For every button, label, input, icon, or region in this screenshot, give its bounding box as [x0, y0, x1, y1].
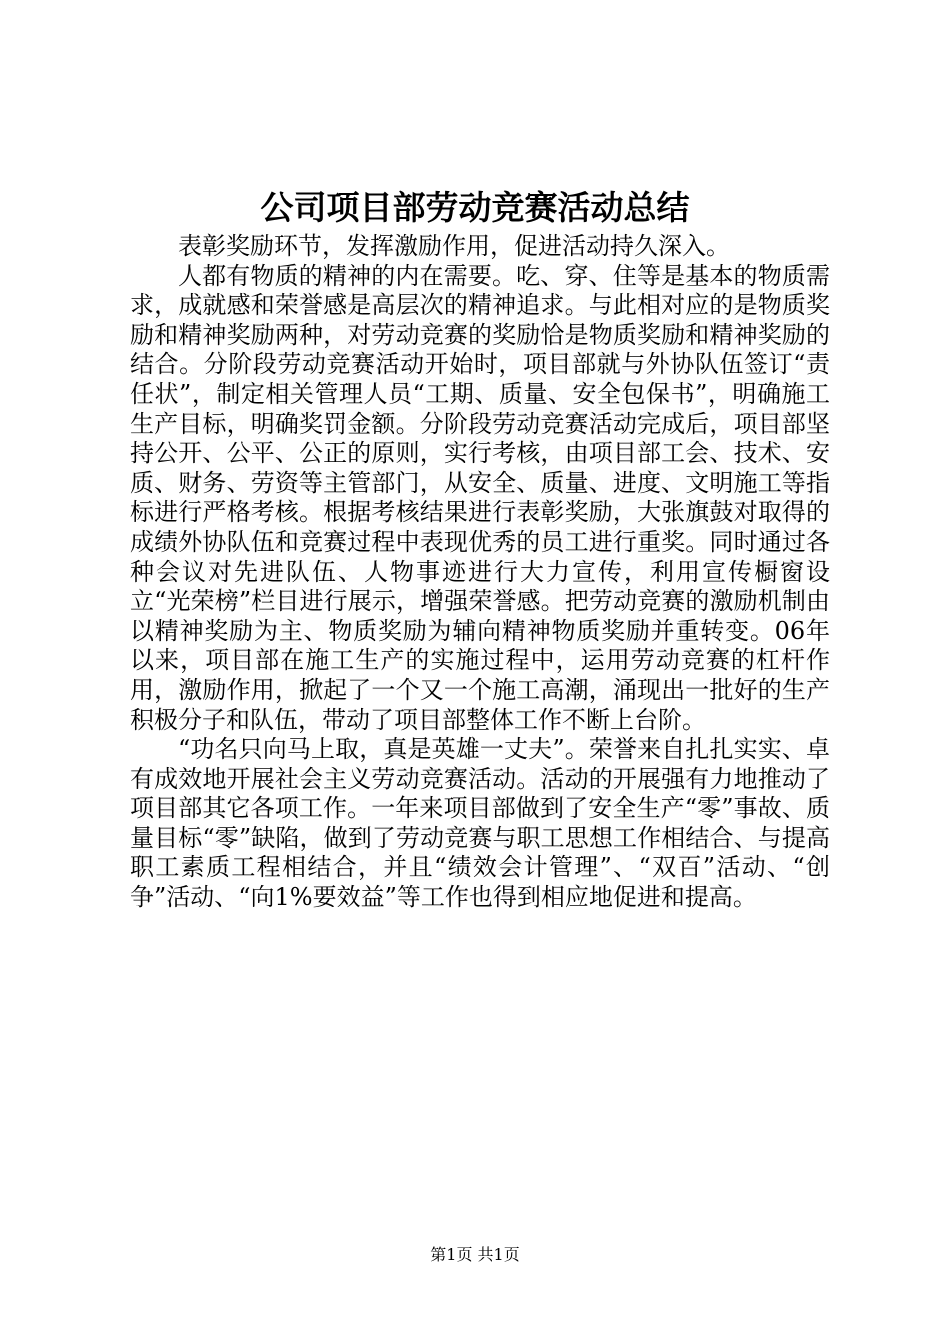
paragraph: “功名只向马上取，真是英雄一丈夫”。荣誉来自扎扎实实、卓有成效地开展社会主义劳动竞赛活动。活动的开展强有力地推动了项目部其它各项工作。一年来项目部做到了安全生产“零”事故、质量目标“零”缺陷，做到了劳动竞赛与职工思想工作相结合、与提高职工素质工程相结合，并且“绩效会计管理”、“双百”活动、“创争”活动、“向1%要效益”等工作也得到相应地促进和提高。	[130, 735, 830, 912]
page-number: 第1页	[430, 1245, 473, 1264]
paragraph: 表彰奖励环节，发挥激励作用，促进活动持久深入。	[178, 232, 730, 260]
page-total: 共1页	[477, 1245, 520, 1264]
document-title: 公司项目部劳动竞赛活动总结	[260, 188, 690, 227]
document-body	[130, 232, 830, 913]
page-footer	[0, 1243, 950, 1267]
paragraph: 人都有物质的精神的内在需要。吃、穿、住等是基本的物质需求，成就感和荣誉感是高层次的精神追求。与此相对应的是物质奖励和精神奖励两种，对劳动竞赛的奖励恰是物质奖励和精神奖励的结合。分阶段劳动竞赛活动开始时，项目部就与外协队伍签订“责任状”，制定相关管理人员“工期、质量、安全包保书”，明确施工生产目标，明确奖罚金额。分阶段劳动竞赛活动完成后，项目部坚持公开、公平、公正的原则，实行考核，由项目部工会、技术、安质、财务、劳资等主管部门，从安全、质量、进度、文明施工等指标进行严格考核。根据考核结果进行表彰奖励，大张旗鼓对取得的成绩外协队伍和竞赛过程中表现优秀的员工进行重奖。同时通过各种会议对先进队伍、人物事迹进行大力宣传，利用宣传橱窗设立“光荣榜”栏目进行展示，增强荣誉感。把劳动竞赛的激励机制由以精神奖励为主、物质奖励为辅向精神物质奖励并重转变。06年以来，项目部在施工生产的实施过程中，运用劳动竞赛的杠杆作用，激励作用，掀起了一个又一个施工高潮，涌现出一批好的生产积极分子和队伍，带动了项目部整体工作不断上台阶。	[130, 261, 830, 734]
